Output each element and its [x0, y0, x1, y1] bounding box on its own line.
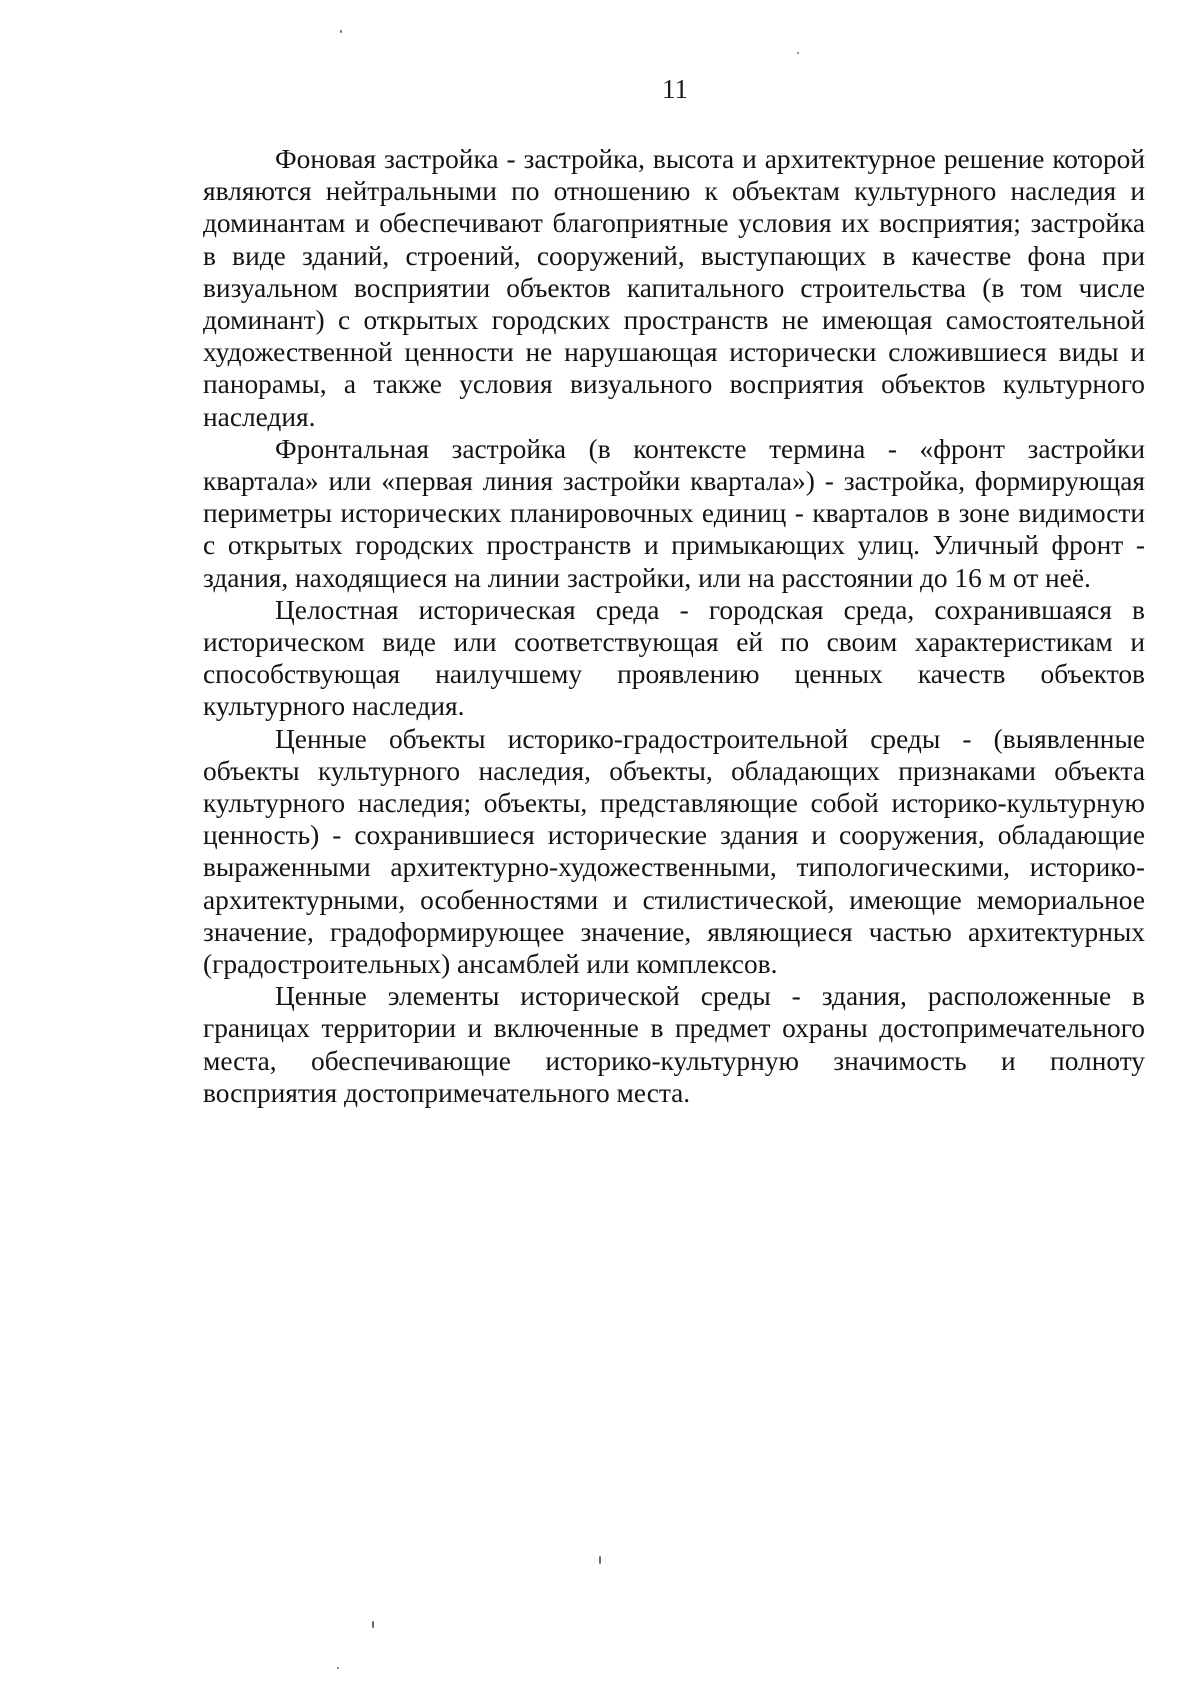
paragraph-integral-historical-environment: Целостная историческая среда - городская среда, сохранившаяся в историческом виде или соответствующая ей по своим характеристикам и способствующая наилучшему проявлению ценных качеств объектов культурного наследия. — [203, 594, 1145, 722]
body-text — [203, 143, 1145, 1109]
scan-speck — [337, 1667, 339, 1669]
scan-speck — [372, 1621, 374, 1628]
scan-speck — [340, 30, 342, 33]
paragraph-valuable-elements: Ценные элементы исторической среды - здания, расположенные в границах территории и включенные в предмет охраны достопримечательного места, обеспечивающие историко-культурную значимость и полноту восприятия достопримечательного места. — [203, 981, 1145, 1108]
page-number: 11 — [662, 74, 688, 104]
paragraph-valuable-objects: Ценные объекты историко-градостроительной среды - (выявленные объекты культурного наследия, объекты, обладающих признаками объекта культурного наследия; объекты, представляющие собой историко-культурную ценность) - сохранившиеся исторические здания и сооружения, обладающие выраженными архитектурно-художественными, типологическими, историко-архитектурными, особенностями и стилистической, имеющие мемориальное значение, градоформирующее значение, являющиеся частью архитектурных (градостроительных) ансамблей или комплексов. — [203, 723, 1145, 980]
paragraph-frontal-development: Фронтальная застройка (в контексте термина - «фронт застройки квартала» или «первая линия застройки квартала») - застройка, формирующая периметры исторических планировочных единиц - кварталов в зоне видимости с открытых городских пространств и примыкающих улиц. Уличный фронт - здания, находящиеся на линии застройки, или на расстоянии до 16 м от неё. — [203, 433, 1145, 593]
scan-speck — [599, 1556, 601, 1564]
scan-speck — [797, 52, 799, 54]
paragraph-background-development: Фоновая застройка - застройка, высота и архитектурное решение которой являются нейтральными по отношению к объектам культурного наследия и доминантам и обеспечивают благоприятные условия их восприятия; застройка в виде зданий, строений, сооружений, выступающих в качестве фона при визуальном восприятии объектов капитального строительства (в том числе доминант) с открытых городских пространств не имеющая самостоятельной художественной ценности не нарушающая исторически сложившиеся виды и панорамы, а также условия визуального восприятия объектов культурного наследия. — [203, 144, 1145, 432]
